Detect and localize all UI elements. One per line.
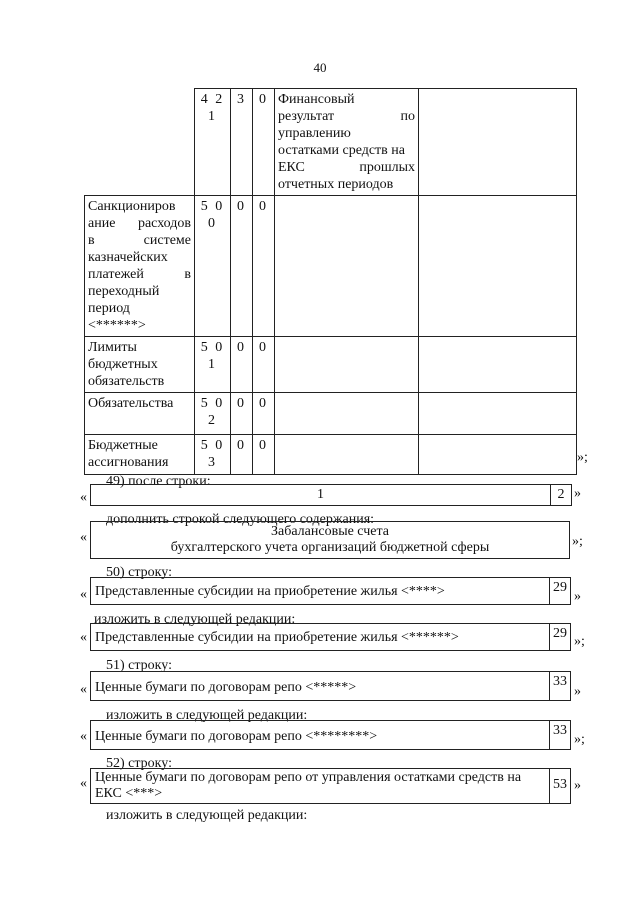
name-line: отчетных периодов	[278, 177, 394, 192]
label-cell	[85, 393, 195, 435]
empty-cell	[275, 196, 419, 337]
close-quote-semicolon: »;	[574, 634, 585, 649]
item-51-intro: 51) строку:	[106, 658, 172, 673]
label-line: ание расходов	[88, 216, 191, 231]
item-50-old-row	[90, 577, 571, 605]
label-line: <******>	[88, 318, 146, 333]
row-number: 2	[550, 485, 571, 505]
table-closing-quote: »;	[577, 450, 588, 465]
label-cell	[85, 337, 195, 393]
name-line: ЕКС прошлых	[278, 160, 415, 175]
col2-cell: 0	[231, 393, 253, 435]
table-row-421	[85, 89, 577, 196]
table-row-503	[85, 435, 577, 475]
row-number: 29	[549, 578, 570, 604]
item-50-new-row	[90, 623, 571, 651]
table-row-500	[85, 196, 577, 337]
page-number: 40	[313, 60, 327, 75]
item-52-old-row	[90, 768, 571, 804]
open-quote: «	[80, 630, 87, 645]
item-52-edit: изложить в следующей редакции:	[106, 808, 308, 823]
row-text: Представленные субсидии на приобретение жилья <******>	[95, 630, 459, 645]
table-row-502	[85, 393, 577, 435]
item-49-new-row	[90, 521, 570, 559]
row-text: 1	[317, 487, 324, 502]
code-cell: 4 2 1	[195, 89, 231, 196]
col2-cell: 0	[231, 435, 253, 475]
row-number: 29	[549, 624, 570, 650]
name-line: Финансовый	[278, 92, 355, 107]
name-line: результат по	[278, 109, 415, 124]
row-number: 33	[549, 721, 570, 749]
code-cell: 5 0 3	[195, 435, 231, 475]
empty-cell	[419, 89, 577, 196]
label-cell	[85, 435, 195, 475]
open-quote: «	[80, 587, 87, 602]
code-cell: 5 0 0	[195, 196, 231, 337]
label-line: период	[88, 301, 130, 316]
row-text: Ценные бумаги по договорам репо <*****>	[95, 680, 357, 695]
item-51-old-row	[90, 671, 571, 701]
close-quote: »	[574, 778, 581, 793]
close-quote: »	[574, 486, 581, 501]
col2-cell: 0	[231, 196, 253, 337]
close-quote-semicolon: »;	[572, 534, 583, 549]
row-text	[91, 769, 549, 803]
col2-cell: 0	[231, 337, 253, 393]
empty-cell	[275, 435, 419, 475]
label-line: Обязательства	[88, 396, 174, 411]
open-quote: «	[80, 530, 87, 545]
row-text-line: ЕКС <***>	[95, 786, 163, 801]
new-row-line: Забалансовые счета	[270, 524, 389, 539]
item-49-intro: 49) после строки:	[106, 474, 211, 489]
item-51-edit: изложить в следующей редакции:	[106, 708, 308, 723]
col3-cell: 0	[253, 89, 275, 196]
col3-cell: 0	[253, 435, 275, 475]
item-50-edit: изложить в следующей редакции:	[94, 612, 296, 627]
code-cell: 5 0 1	[195, 337, 231, 393]
row-text-line: Ценные бумаги по договорам репо от управления остатками средств на	[95, 770, 522, 785]
empty-cell	[419, 337, 577, 393]
label-cell	[85, 196, 195, 337]
col3-cell: 0	[253, 393, 275, 435]
item-50-intro: 50) строку:	[106, 565, 172, 580]
empty-cell	[275, 393, 419, 435]
name-cell	[275, 89, 419, 196]
open-quote: «	[80, 776, 87, 791]
close-quote: »	[574, 589, 581, 604]
row-number: 53	[549, 769, 570, 803]
label-cell	[85, 89, 195, 196]
open-quote: «	[80, 729, 87, 744]
table-row-501	[85, 337, 577, 393]
label-line: бюджетных	[88, 357, 158, 372]
label-line: Бюджетные	[88, 438, 158, 453]
item-49-row	[90, 484, 572, 506]
row-text: Представленные субсидии на приобретение жилья <****>	[95, 584, 445, 599]
col3-cell: 0	[253, 196, 275, 337]
item-52-intro: 52) строку:	[106, 756, 172, 771]
label-line: платежей в	[88, 267, 191, 282]
open-quote: «	[80, 490, 87, 505]
item-51-new-row	[90, 720, 571, 750]
new-row-line: бухгалтерского учета организаций бюджетной сферы	[170, 540, 490, 555]
label-line: в системе	[88, 233, 191, 248]
col3-cell: 0	[253, 337, 275, 393]
close-quote: »	[574, 684, 581, 699]
label-line: переходный	[88, 284, 160, 299]
col2-cell: 3	[231, 89, 253, 196]
label-line: обязательств	[88, 374, 165, 389]
label-line: Санкциониров	[88, 199, 176, 214]
open-quote: «	[80, 682, 87, 697]
empty-cell	[419, 393, 577, 435]
amendment-table	[84, 88, 577, 475]
empty-cell	[275, 337, 419, 393]
row-number: 33	[549, 672, 570, 700]
label-line: ассигнования	[88, 455, 169, 470]
row-text: Ценные бумаги по договорам репо <********>	[95, 729, 378, 744]
item-49-add: дополнить строкой следующего содержания:	[106, 512, 375, 527]
empty-cell	[419, 435, 577, 475]
label-line: Лимиты	[88, 340, 137, 355]
name-line: управлению	[278, 126, 351, 141]
name-line: остатками средств на	[278, 143, 405, 158]
empty-cell	[419, 196, 577, 337]
label-line: казначейских	[88, 250, 168, 265]
code-cell: 5 0 2	[195, 393, 231, 435]
close-quote-semicolon: »;	[574, 732, 585, 747]
